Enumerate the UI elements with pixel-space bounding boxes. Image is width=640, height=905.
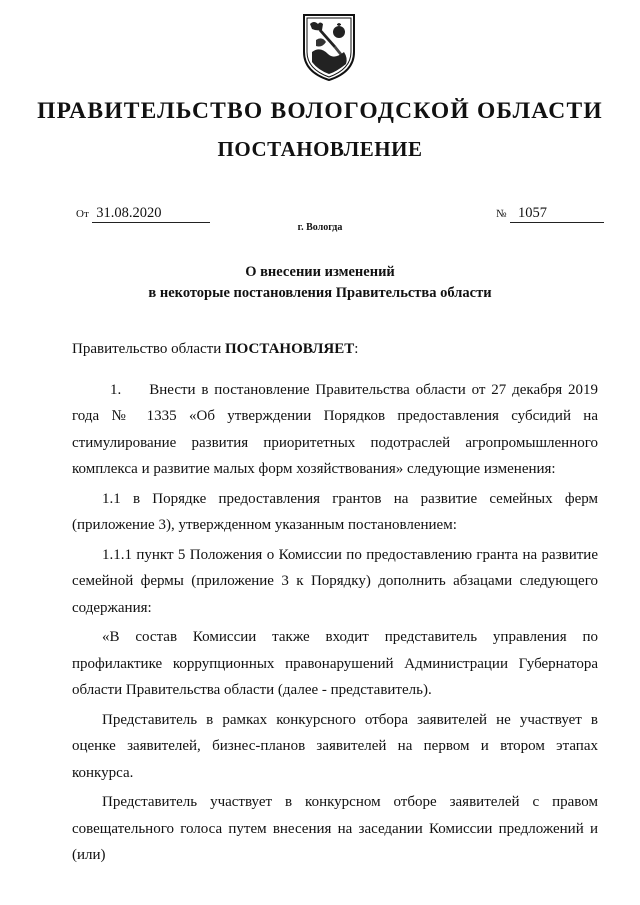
heading-line-2: в некоторые постановления Правительства области: [148, 285, 492, 301]
government-title: ПРАВИТЕЛЬСТВО ВОЛОГОДСКОЙ ОБЛАСТИ: [37, 98, 603, 124]
coat-of-arms-emblem-icon: [300, 12, 358, 82]
number-value: 1057: [510, 205, 604, 223]
paragraph-1: [72, 377, 598, 483]
intro-paragraph: Правительство области ПОСТАНОВЛЯЕТ:: [72, 341, 359, 357]
document-type: ПОСТАНОВЛЕНИЕ: [217, 137, 423, 161]
resolves-keyword: ПОСТАНОВЛЯЕТ: [224, 341, 355, 357]
paragraph-quote-1: «В состав Комиссии также входит представитель управления по профилактике коррупционных правонарушений Администрации Губернатора области Правительства области (далее - представитель).: [72, 629, 598, 698]
heading-line-1: О внесении изменений: [245, 264, 395, 280]
paragraph-1-1: 1.1 в Порядке предоставления грантов на развитие семейных ферм (приложение 3), утвержденном указанным постановлением:: [72, 490, 598, 533]
number-prefix: №: [496, 208, 507, 220]
paragraph-1-1-1: 1.1.1 пункт 5 Положения о Комиссии по предоставлению гранта на развитие семейной фермы (приложение 3 к Порядку) дополнить абзацами следующего содержания:: [72, 546, 598, 616]
city-label: г. Вологда: [297, 222, 343, 233]
document-body: [72, 336, 598, 872]
paragraph-1-number: 1.: [110, 381, 122, 398]
document-number: [496, 205, 604, 223]
document-date: [76, 205, 210, 223]
paragraph-quote-2: Представитель в рамках конкурсного отбора заявителей не участвует в оценке заявителей, бизнес-планов заявителей на первом и втором этапах конкурса.: [72, 711, 598, 781]
paragraph-quote-3: Представитель участвует в конкурсном отборе заявителей с правом совещательного голоса путем внесения на заседании Комиссии предложений и (или): [72, 794, 598, 863]
document-heading: [0, 262, 640, 304]
date-prefix: От: [76, 208, 89, 220]
date-value: 31.08.2020: [92, 205, 210, 223]
paragraph-1-text: Внести в постановление Правительства области от 27 декабря 2019 года № 1335 «Об утверждении Порядков предоставления субсидий на стимулирование развития приоритетных подотраслей агропромышленного комплекса и развитие малых форм хозяйствования» следующие изменения:: [72, 381, 598, 477]
